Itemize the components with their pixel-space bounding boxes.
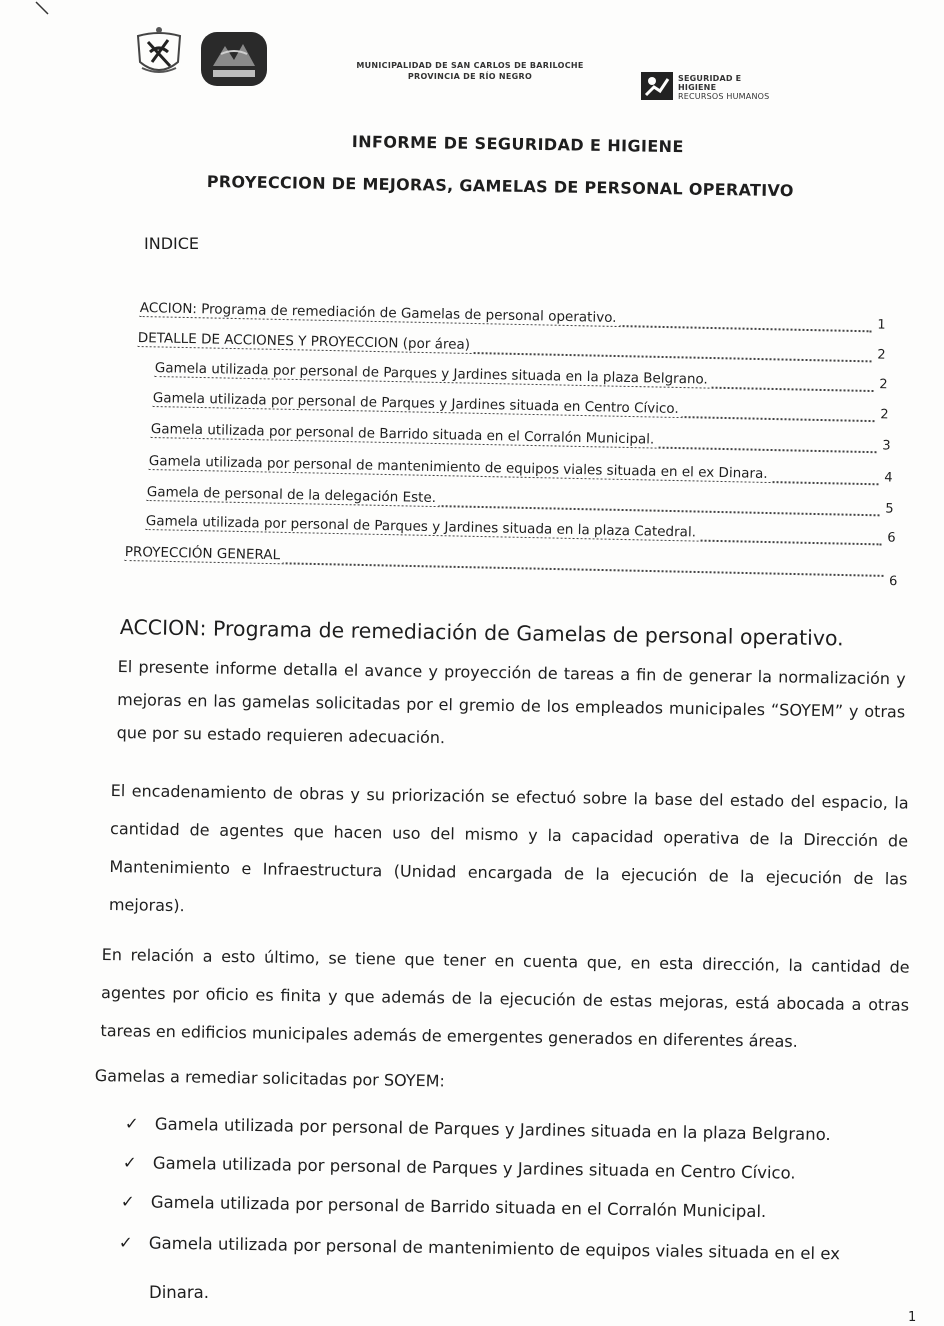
municipality-line-1: MUNICIPALIDAD DE SAN CARLOS DE BARILOCHE	[356, 61, 584, 70]
checkmark-icon: ✓	[124, 1114, 139, 1134]
toc-entry-label: Gamela utilizada por personal de Parques y Jardines situada en la plaza Belgrano.	[155, 360, 711, 388]
municipality-line-2: PROVINCIA DE RÍO NEGRO	[407, 72, 533, 81]
bariloche-logo-icon	[199, 30, 269, 88]
list-item	[121, 1192, 767, 1221]
list-item-text: Gamela utilizada por personal de Parques y Jardines situada en Centro Cívico.	[152, 1153, 796, 1183]
department-line-3: RECURSOS HUMANOS	[678, 92, 770, 101]
scan-mark-icon	[30, 0, 70, 20]
toc-entry-label: Gamela utilizada por personal de Parques y Jardines situada en Centro Cívico.	[153, 390, 682, 417]
list-item-text: Gamela utilizada por personal de mantenimiento de equipos viales situada en el ex	[148, 1233, 841, 1264]
checkmark-icon: ✓	[120, 1192, 135, 1212]
municipal-coat-of-arms-icon	[128, 22, 190, 82]
toc-entry-page: 2	[880, 407, 889, 423]
toc-entry	[147, 484, 894, 520]
toc-entry-page: 6	[888, 574, 898, 590]
toc-entry-page: 2	[879, 377, 888, 393]
checkmark-icon: ✓	[122, 1153, 137, 1173]
toc-entry-page: 1	[877, 317, 886, 333]
toc-entry	[140, 300, 886, 336]
toc-entry	[124, 544, 898, 590]
report-subtitle: PROYECCION DE MEJORAS, GAMELAS DE PERSONAL OPERATIVO	[206, 172, 794, 201]
section-heading: ACCION: Programa de remediación de Gamelas de personal operativo.	[119, 615, 844, 651]
paragraph: El presente informe detalla el avance y proyección de tareas a fin de generar la normalización y mejoras en las gamelas solicitadas por el gremio de los empleados municipales “SOYEM” y otras que por su estado requieren adecuación.	[116, 656, 906, 748]
toc-entry-label: Gamela utilizada por personal de Parques y Jardines situada en la plaza Catedral.	[146, 513, 699, 541]
safety-hygiene-logo-icon	[640, 71, 674, 101]
toc-entry-label: Gamela utilizada por personal de mantenimiento de equipos viales situada en el ex Dinara.	[149, 453, 771, 482]
list-item	[119, 1233, 840, 1263]
list-intro: Gamelas a remediar solicitadas por SOYEM:	[94, 1066, 446, 1091]
department-line-1: SEGURIDAD E	[678, 74, 742, 83]
list-item	[123, 1153, 796, 1183]
list-item-text: Gamela utilizada por personal de Parques y Jardines situada en la plaza Belgrano.	[154, 1114, 831, 1145]
toc-entry	[155, 360, 888, 395]
toc-entry-label: PROYECCIÓN GENERAL	[125, 544, 284, 563]
toc-entry	[151, 421, 891, 456]
list-item-text: Gamela utilizada por personal de Barrido situada en el Corralón Municipal.	[150, 1192, 767, 1222]
paragraph: El encadenamiento de obras y su priorización se efectuó sobre la base del estado del espacio, la cantidad de agentes que hacen uso del mismo y la capacidad operativa de la Dirección de Mantenimiento e Infraestructura (Unidad encargada de la ejecución de la ejecución de las mejoras).	[108, 780, 909, 916]
list-item-continuation: Dinara.	[149, 1283, 209, 1302]
toc-entry	[138, 330, 886, 366]
checkmark-icon: ✓	[118, 1233, 133, 1253]
toc-entry-label: ACCION: Programa de remediación de Gamelas de personal operativo.	[140, 300, 620, 326]
paragraph: En relación a esto último, se tiene que tener en cuenta que, en esta dirección, la cantidad de agentes por oficio es finita y que además de la ejecución de estas mejoras, está abocada a otras tareas en edificios municipales además de emergentes generados en diferentes áreas.	[100, 944, 910, 1051]
toc-entry-page: 2	[877, 347, 886, 363]
toc-entry-label: Gamela utilizada por personal de Barrido situada en el Corralón Municipal.	[151, 421, 658, 448]
municipality-name	[300, 60, 640, 82]
page-number: 1	[908, 1310, 917, 1325]
department-line-2: HIGIENE	[678, 83, 717, 92]
toc-entry-page: 3	[882, 438, 891, 454]
index-heading: INDICE	[144, 234, 200, 253]
toc-entry	[146, 513, 896, 549]
toc-entry-page: 5	[885, 501, 894, 517]
report-title: INFORME DE SEGURIDAD E HIGIENE	[351, 132, 684, 157]
toc-entry-page: 6	[887, 530, 896, 546]
list-item	[125, 1114, 831, 1144]
toc-entry-page: 4	[884, 470, 893, 486]
toc-entry-label: DETALLE DE ACCIONES Y PROYECCION (por área)	[138, 330, 474, 353]
toc-entry-label: Gamela de personal de la delegación Este.	[147, 484, 440, 506]
department-name	[678, 74, 769, 101]
toc-entry	[153, 390, 889, 425]
toc-entry	[149, 453, 893, 489]
